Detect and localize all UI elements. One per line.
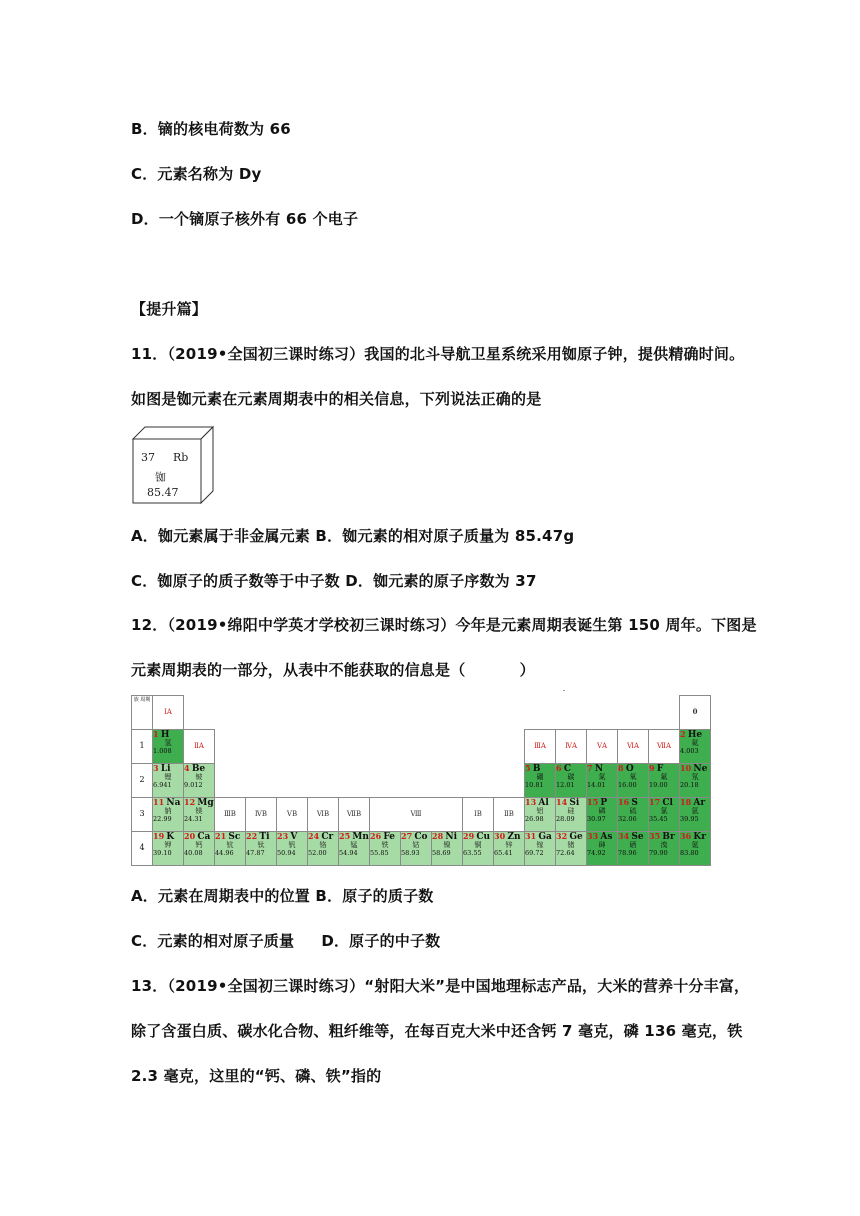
element-symbol: Fe — [383, 831, 395, 842]
element-symbol: Ti — [259, 831, 270, 842]
atomic-mass: 24.31 — [184, 814, 203, 823]
period-1-row — [132, 729, 711, 763]
element-symbol: Ni — [445, 831, 458, 842]
period-label: 2 — [132, 763, 153, 797]
element-chinese-name: 硅 — [567, 806, 575, 815]
element-chinese-name: 氩 — [691, 806, 699, 815]
atomic-number: 31 — [525, 831, 537, 841]
period-label: 3 — [132, 797, 153, 831]
element-cell — [153, 763, 184, 797]
element-symbol: Be — [191, 763, 206, 774]
element-symbol: Ne — [693, 763, 708, 774]
period-2-row — [132, 763, 711, 797]
atomic-mass: 55.85 — [370, 848, 389, 857]
atomic-mass: 50.94 — [277, 848, 296, 857]
element-symbol: Cu — [476, 831, 491, 842]
question-11-line-2: 如图是铷元素在元素周期表中的相关信息，下列说法正确的是 — [131, 390, 542, 408]
atomic-number: 25 — [339, 831, 351, 841]
element-chinese-name: 氟 — [660, 772, 668, 781]
period-label: 4 — [132, 831, 153, 865]
atomic-number: 12 — [184, 797, 196, 807]
element-symbol: O — [625, 763, 634, 774]
atomic-number: 30 — [494, 831, 506, 841]
element-chinese-name: 磷 — [598, 806, 606, 815]
element-chinese-name: 氢 — [164, 738, 172, 747]
atomic-mass: 79.90 — [649, 848, 668, 857]
element-cell — [680, 729, 711, 763]
element-symbol: Ca — [197, 831, 211, 842]
element-symbol: V — [290, 831, 298, 842]
atomic-number: 5 — [525, 763, 531, 773]
element-symbol: K — [166, 831, 175, 842]
element-symbol: Mn — [352, 831, 369, 842]
element-chinese-name: 锌 — [505, 840, 513, 849]
element-cell — [587, 831, 618, 865]
element-symbol: He — [687, 729, 703, 740]
atomic-mass: 10.81 — [525, 780, 544, 789]
atomic-number: 26 — [370, 831, 382, 841]
element-cell — [308, 831, 339, 865]
atomic-mass: 58.69 — [432, 848, 451, 857]
element-cell — [649, 763, 680, 797]
group-va-header: ⅤA — [587, 729, 618, 763]
atomic-mass: 4.003 — [680, 746, 699, 755]
rb-symbol: Rb — [173, 451, 189, 464]
element-chinese-name: 锰 — [350, 840, 358, 849]
question-11-options-1: A．铷元素属于非金属元素 B．铷元素的相对原子质量为 85.47g — [131, 527, 575, 545]
element-symbol: P — [600, 797, 608, 808]
atomic-mass: 9.012 — [184, 780, 203, 789]
element-cell — [556, 797, 587, 831]
element-cell — [618, 797, 649, 831]
question-12-line-1: 12．（2019•绵阳中学英才学校初三课时练习）今年是元素周期表诞生第 150 周年。下图是 — [131, 616, 757, 634]
group-ivb-header: ⅣB — [246, 797, 277, 831]
option-d: D．一个镝原子核外有 66 个电子 — [131, 210, 359, 228]
element-chinese-name: 镓 — [536, 840, 544, 849]
period-3-row — [132, 797, 711, 831]
element-chinese-name: 钾 — [164, 840, 172, 849]
element-chinese-name: 硫 — [629, 806, 637, 815]
element-cell — [339, 831, 370, 865]
element-cell — [525, 763, 556, 797]
atomic-number: 29 — [463, 831, 475, 841]
element-symbol: Br — [662, 831, 675, 842]
group-vib-header: ⅥB — [308, 797, 339, 831]
group-viii-header: Ⅷ — [370, 797, 463, 831]
atomic-mass: 30.97 — [587, 814, 606, 823]
section-heading: 【提升篇】 — [131, 300, 208, 318]
element-chinese-name: 钪 — [226, 840, 234, 849]
atomic-number: 36 — [680, 831, 692, 841]
atomic-number: 11 — [153, 797, 165, 807]
question-12-options-1: A．元素在周期表中的位置 B．原子的质子数 — [131, 887, 434, 905]
element-chinese-name: 溴 — [660, 840, 668, 849]
element-cell — [618, 763, 649, 797]
atomic-number: 2 — [680, 729, 686, 739]
element-chinese-name: 氮 — [598, 772, 606, 781]
atomic-mass: 39.10 — [153, 848, 172, 857]
element-chinese-name: 钒 — [288, 840, 296, 849]
atomic-mass: 19.00 — [649, 780, 668, 789]
group-iiia-header: ⅢA — [525, 729, 556, 763]
option-b: B．镝的核电荷数为 66 — [131, 120, 291, 138]
atomic-number: 10 — [680, 763, 692, 773]
group-iia-header: ⅡA — [184, 729, 215, 763]
rb-atomic-mass: 85.47 — [147, 486, 179, 499]
element-cell — [556, 831, 587, 865]
element-symbol: Ga — [538, 831, 552, 842]
atomic-mass: 83.80 — [680, 848, 699, 857]
element-chinese-name: 钠 — [164, 806, 172, 815]
question-12-options-2: C．元素的相对原子质量 D．原子的中子数 — [131, 932, 441, 950]
atomic-mass: 16.00 — [618, 780, 637, 789]
atomic-number: 15 — [587, 797, 599, 807]
atomic-mass: 6.941 — [153, 780, 172, 789]
element-cell — [215, 831, 246, 865]
element-cell — [401, 831, 432, 865]
element-chinese-name: 氧 — [629, 772, 637, 781]
element-cell — [587, 797, 618, 831]
atomic-mass: 69.72 — [525, 848, 544, 857]
period-4-row — [132, 831, 711, 865]
element-symbol: Cr — [321, 831, 334, 842]
question-11-options-2: C．铷原子的质子数等于中子数 D．铷元素的原子序数为 37 — [131, 572, 537, 590]
element-chinese-name: 碳 — [567, 772, 575, 781]
element-symbol: C — [563, 763, 571, 774]
element-symbol: N — [594, 763, 604, 774]
question-13-line-2: 除了含蛋白质、碳水化合物、粗纤维等，在每百克大米中还含钙 7 毫克，磷 136 毫克，铁 — [131, 1022, 743, 1040]
atomic-number: 17 — [649, 797, 661, 807]
element-chinese-name: 硒 — [629, 840, 637, 849]
element-chinese-name: 铝 — [536, 806, 544, 815]
element-cell — [680, 763, 711, 797]
element-cell — [618, 831, 649, 865]
element-chinese-name: 铜 — [474, 840, 482, 849]
atomic-number: 8 — [618, 763, 624, 773]
element-symbol: Mg — [197, 797, 214, 808]
element-cell — [556, 763, 587, 797]
atomic-number: 19 — [153, 831, 165, 841]
atomic-number: 34 — [618, 831, 630, 841]
atomic-mass: 65.41 — [494, 848, 513, 857]
rubidium-element-cube — [131, 425, 215, 505]
atomic-mass: 74.92 — [587, 848, 606, 857]
table-corner: 族 周期 — [132, 696, 153, 730]
element-chinese-name: 硼 — [536, 772, 544, 781]
atomic-number: 28 — [432, 831, 444, 841]
atomic-number: 14 — [556, 797, 568, 807]
element-chinese-name: 镁 — [195, 806, 203, 815]
element-cell — [184, 797, 215, 831]
group-iva-header: ⅣA — [556, 729, 587, 763]
atomic-number: 13 — [525, 797, 537, 807]
element-symbol: B — [532, 763, 541, 774]
atomic-mass: 14.01 — [587, 780, 606, 789]
atomic-number: 32 — [556, 831, 568, 841]
atomic-number: 3 — [153, 763, 159, 773]
group-ib-header: ⅠB — [463, 797, 494, 831]
atomic-mass: 28.09 — [556, 814, 575, 823]
element-cell — [153, 831, 184, 865]
element-chinese-name: 铍 — [195, 772, 203, 781]
element-chinese-name: 镍 — [443, 840, 451, 849]
element-chinese-name: 氦 — [691, 738, 699, 747]
header-row — [132, 696, 711, 730]
group-via-header: ⅥA — [618, 729, 649, 763]
atomic-mass: 39.95 — [680, 814, 699, 823]
atomic-mass: 52.00 — [308, 848, 327, 857]
group-0-header: 0 — [680, 696, 711, 730]
element-chinese-name: 铁 — [381, 840, 389, 849]
element-cell — [153, 797, 184, 831]
group-viib-header: ⅦB — [339, 797, 370, 831]
atomic-number: 21 — [215, 831, 227, 841]
atomic-mass: 63.55 — [463, 848, 482, 857]
element-cell — [649, 831, 680, 865]
element-cell — [277, 831, 308, 865]
atomic-mass: 22.99 — [153, 814, 172, 823]
element-cell — [649, 797, 680, 831]
element-cell — [525, 831, 556, 865]
element-symbol: Sc — [228, 831, 241, 842]
atomic-number: 18 — [680, 797, 692, 807]
element-cell — [680, 797, 711, 831]
element-symbol: As — [600, 831, 613, 842]
element-symbol: H — [160, 729, 170, 740]
atomic-number: 22 — [246, 831, 258, 841]
element-chinese-name: 钛 — [257, 840, 265, 849]
group-ia-header: ⅠA — [153, 696, 184, 730]
element-symbol: Al — [538, 797, 549, 808]
element-chinese-name: 钙 — [195, 840, 203, 849]
element-cell — [184, 763, 215, 797]
element-cell — [246, 831, 277, 865]
atomic-number: 7 — [587, 763, 593, 773]
element-chinese-name: 砷 — [598, 840, 606, 849]
atomic-mass: 12.01 — [556, 780, 575, 789]
atomic-mass: 40.08 — [184, 848, 203, 857]
group-viia-header: ⅦA — [649, 729, 680, 763]
element-symbol: Ar — [693, 797, 706, 808]
element-chinese-name: 氪 — [691, 840, 699, 849]
atomic-number: 4 — [184, 763, 190, 773]
element-chinese-name: 锗 — [567, 840, 575, 849]
atomic-mass: 78.96 — [618, 848, 637, 857]
element-cell — [153, 729, 184, 763]
element-symbol: Co — [414, 831, 428, 842]
element-cell — [432, 831, 463, 865]
element-cell — [184, 831, 215, 865]
question-13-line-3: 2.3 毫克，这里的“钙、磷、铁”指的 — [131, 1067, 382, 1085]
element-symbol: Li — [160, 763, 171, 774]
atomic-number: 20 — [184, 831, 196, 841]
element-symbol: Ge — [569, 831, 583, 842]
atomic-mass: 44.96 — [215, 848, 234, 857]
element-chinese-name: 氖 — [691, 772, 699, 781]
stray-mark — [563, 690, 565, 691]
question-13-line-1: 13．（2019•全国初三课时练习）“射阳大米”是中国地理标志产品，大米的营养十分丰富， — [131, 977, 750, 995]
element-cell — [494, 831, 525, 865]
atomic-number: 1 — [153, 729, 159, 739]
atomic-mass: 1.008 — [153, 746, 172, 755]
element-cell — [587, 763, 618, 797]
element-symbol: Si — [569, 797, 580, 808]
atomic-number: 24 — [308, 831, 320, 841]
atomic-mass: 54.94 — [339, 848, 358, 857]
atomic-number: 9 — [649, 763, 655, 773]
atomic-mass: 32.06 — [618, 814, 637, 823]
element-symbol: F — [656, 763, 664, 774]
atomic-mass: 35.45 — [649, 814, 668, 823]
element-cell — [525, 797, 556, 831]
group-iiib-header: ⅢB — [215, 797, 246, 831]
period-label: 1 — [132, 729, 153, 763]
rb-atomic-number: 37 — [141, 451, 155, 464]
option-c: C．元素名称为 Dy — [131, 165, 262, 183]
element-symbol: S — [631, 797, 638, 808]
element-symbol: Kr — [693, 831, 706, 842]
question-12-line-2: 元素周期表的一部分，从表中不能获取的信息是（ ） — [131, 661, 535, 679]
atomic-mass: 26.98 — [525, 814, 544, 823]
atomic-mass: 58.93 — [401, 848, 420, 857]
atomic-mass: 72.64 — [556, 848, 575, 857]
element-chinese-name: 氯 — [660, 806, 668, 815]
periodic-table — [131, 695, 711, 866]
atomic-number: 35 — [649, 831, 661, 841]
atomic-number: 33 — [587, 831, 599, 841]
group-iib-header: ⅡB — [494, 797, 525, 831]
element-symbol: Se — [631, 831, 644, 842]
atomic-number: 27 — [401, 831, 413, 841]
atomic-mass: 47.87 — [246, 848, 265, 857]
element-symbol: Cl — [662, 797, 673, 808]
group-vb-header: ⅤB — [277, 797, 308, 831]
element-chinese-name: 铬 — [319, 840, 327, 849]
element-chinese-name: 锂 — [164, 772, 172, 781]
element-symbol: Zn — [507, 831, 521, 842]
atomic-number: 23 — [277, 831, 289, 841]
atomic-mass: 20.18 — [680, 780, 699, 789]
element-symbol: Na — [166, 797, 181, 808]
atomic-number: 6 — [556, 763, 562, 773]
rb-chinese-name: 铷 — [155, 471, 166, 484]
element-cell — [370, 831, 401, 865]
element-cell — [463, 831, 494, 865]
atomic-number: 16 — [618, 797, 630, 807]
question-11-line-1: 11．（2019•全国初三课时练习）我国的北斗导航卫星系统采用铷原子钟，提供精确时间。 — [131, 345, 745, 363]
element-cell — [680, 831, 711, 865]
element-chinese-name: 钴 — [412, 840, 420, 849]
